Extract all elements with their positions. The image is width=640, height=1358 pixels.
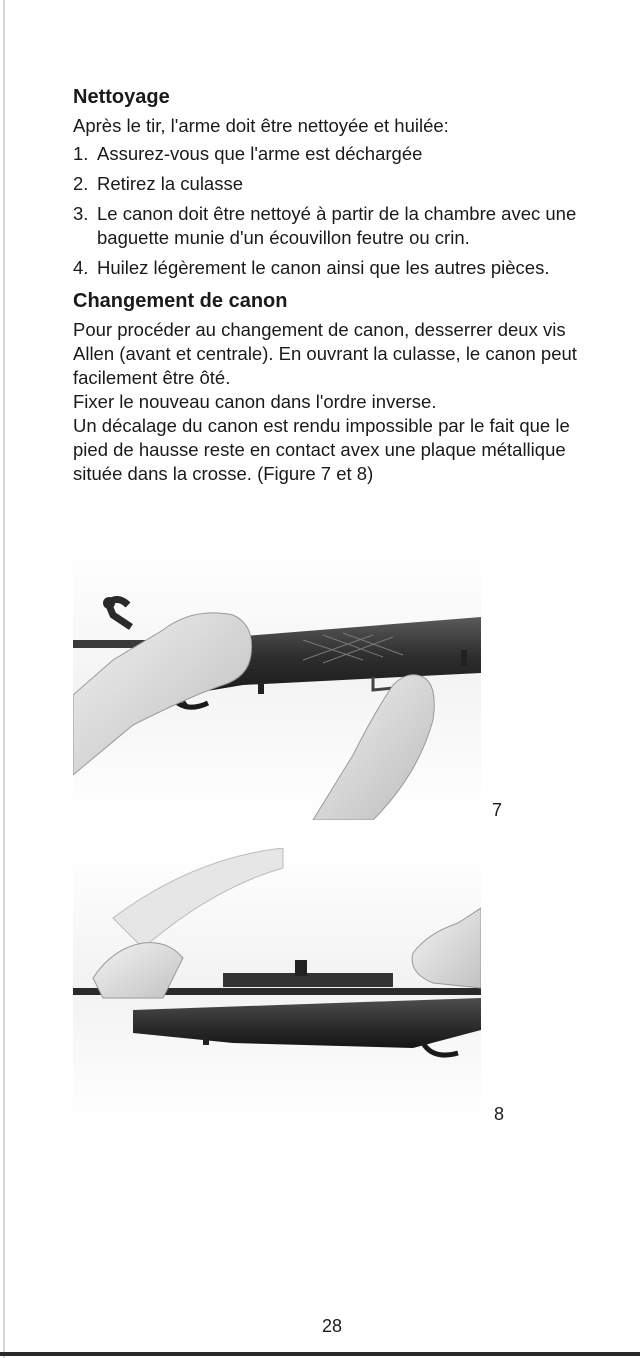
heading-changement-de-canon: Changement de canon xyxy=(73,290,288,312)
bottom-rule xyxy=(0,1352,640,1356)
list-item xyxy=(73,256,593,280)
step-number: 2. xyxy=(73,173,89,194)
paragraph: Pour procéder au changement de canon, desserrer deux vis Allen (avant et centrale). En ouvrant la culasse, le canon peut facilement être ôté. xyxy=(73,319,577,388)
figure-7-number: 7 xyxy=(492,800,503,820)
cleaning-steps-list xyxy=(73,142,593,280)
paragraph: Un décalage du canon est rendu impossible par le fait que le pied de hausse reste en contact avex une plaque métallique située dans la crosse. (Figure 7 et 8) xyxy=(73,415,570,484)
paragraph: Fixer le nouveau canon dans l'ordre inverse. xyxy=(73,391,437,412)
list-item xyxy=(73,172,593,196)
step-text: Le canon doit être nettoyé à partir de la chambre avec une baguette munie d'un écouvillon feutre ou crin. xyxy=(97,203,577,248)
page-edge xyxy=(3,0,5,1358)
list-item xyxy=(73,202,593,250)
step-number: 4. xyxy=(73,257,89,278)
nettoyage-intro: Après le tir, l'arme doit être nettoyée et huilée: xyxy=(73,115,449,136)
text-content xyxy=(73,84,593,486)
figure-7-photo xyxy=(73,545,481,820)
figure-8-number: 8 xyxy=(494,1104,505,1124)
page-number: 28 xyxy=(322,1316,343,1336)
heading-nettoyage: Nettoyage xyxy=(73,86,170,108)
figure-8-photo xyxy=(73,848,481,1124)
step-text: Huilez légèrement le canon ainsi que les autres pièces. xyxy=(97,257,550,278)
list-item xyxy=(73,142,593,166)
step-number: 1. xyxy=(73,143,89,164)
step-text: Retirez la culasse xyxy=(97,173,244,194)
step-number: 3. xyxy=(73,203,89,224)
step-text: Assurez-vous que l'arme est déchargée xyxy=(97,143,423,164)
section-changement xyxy=(73,288,593,486)
